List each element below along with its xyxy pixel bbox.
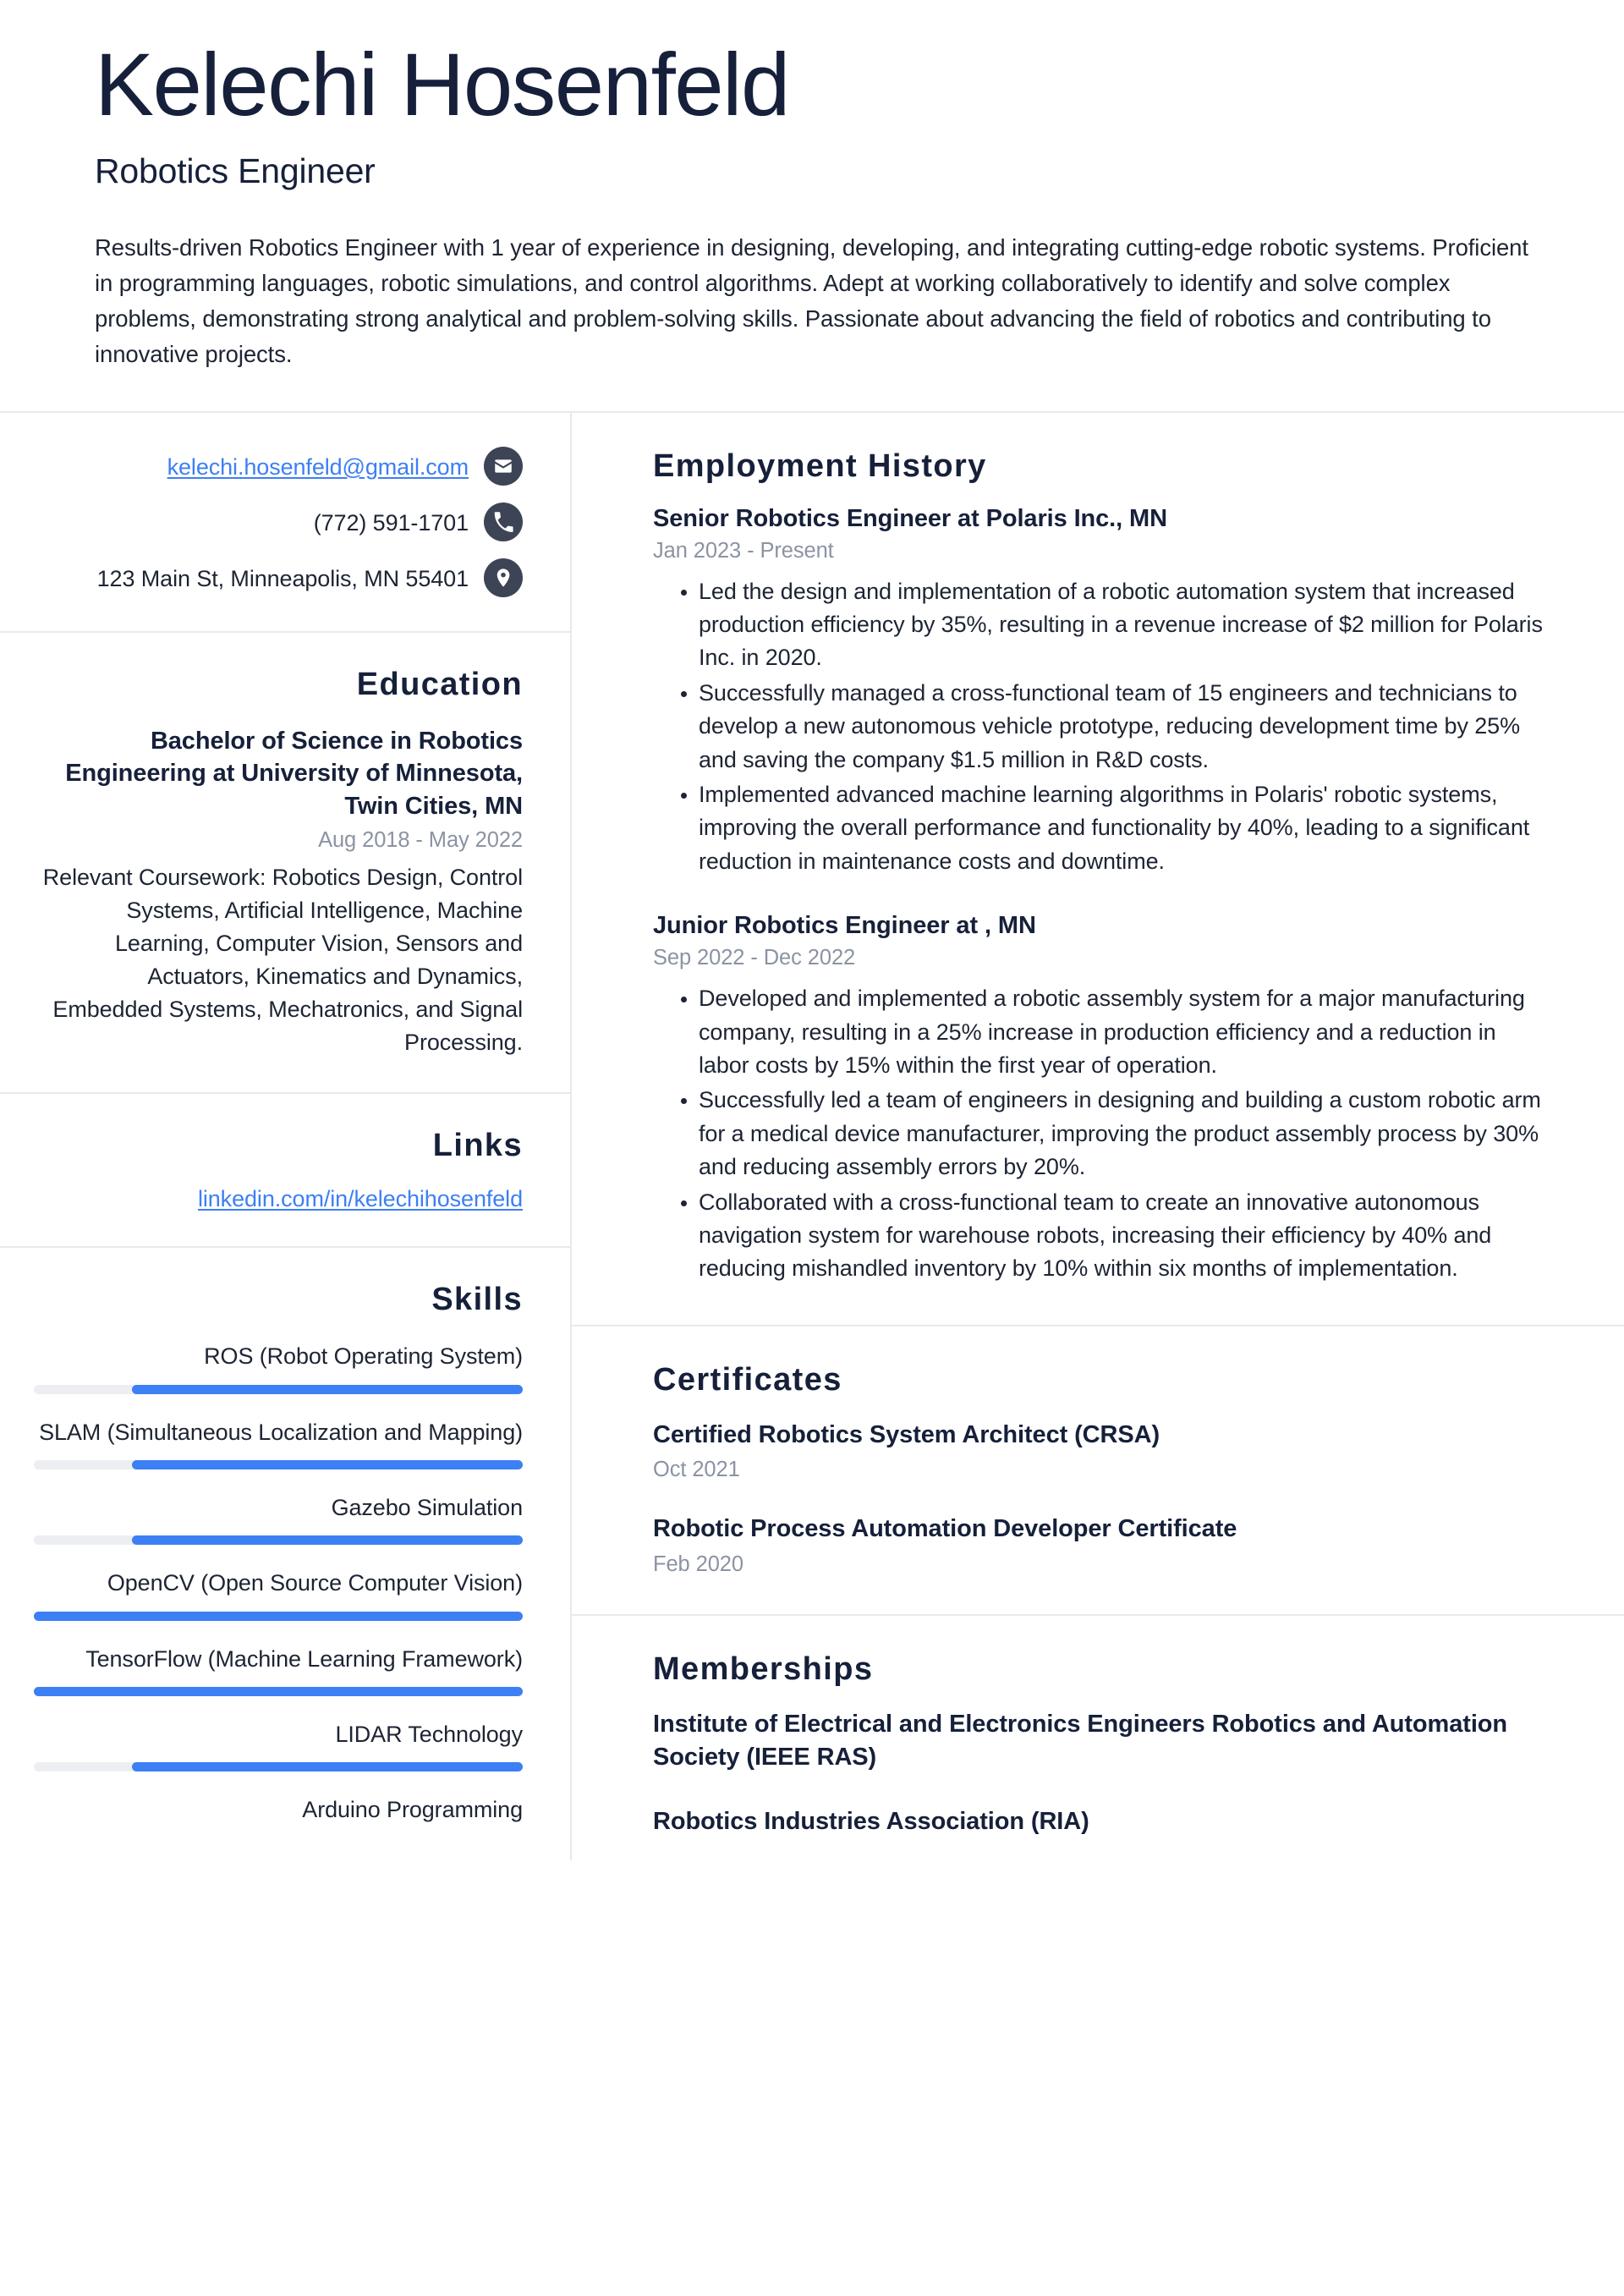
skill-label: TensorFlow (Machine Learning Framework) [85,1645,523,1672]
main-column [572,413,1624,1876]
job-entry [653,505,1548,879]
job-bullet: • Successfully managed a cross-functional team of 15 engineers and technicians to develop a new autonomous vehicle prototype, reducing development time by 25% and saving the company $1.5 million in R&D costs. [699,677,1548,777]
job-date: Jan 2023 - Present [653,538,834,563]
skill-level-track [34,1460,523,1469]
skill-item [34,1491,523,1545]
job-bullet: • Developed and implemented a robotic assembly system for a major manufacturing company, resulting in a 25% increase in production efficiency and a reduction in labor costs by 15% within the first year of operation. [699,982,1548,1082]
job-title: Robotics Engineer [95,151,376,191]
skill-level-fill [34,1687,523,1696]
contact-row-phone[interactable] [34,503,523,541]
employment-heading: Employment History [653,448,987,484]
job-entry [653,912,1548,1286]
skill-item [34,1718,523,1771]
skill-level-track [34,1535,523,1545]
links-heading: Links [432,1128,523,1164]
skill-item [34,1793,523,1826]
memberships-heading: Memberships [653,1651,874,1687]
skill-label: SLAM (Simultaneous Localization and Mapping) [39,1419,523,1445]
contact-row-address[interactable] [34,558,523,597]
links-section [0,1094,570,1248]
skill-level-fill [132,1535,523,1545]
membership-title: Robotics Industries Association (RIA) [653,1807,1089,1835]
skill-level-track [34,1687,523,1696]
job-role: Junior Robotics Engineer at , MN [653,912,1036,940]
job-date: Sep 2022 - Dec 2022 [653,946,856,970]
job-bullet: • Implemented advanced machine learning algorithms in Polaris' robotic systems, improving the overall performance and functionality by 40%, leading to a significant reduction in maintenance costs and downtime. [699,778,1548,878]
certificate-date: Oct 2021 [653,1458,740,1482]
job-bullet: • Collaborated with a cross-functional team to create an innovative autonomous navigation system for warehouse robots, increasing their efficiency by 40% and reducing mishandled inventory by 10% within six months of implementation. [699,1186,1548,1286]
education-date: Aug 2018 - May 2022 [318,828,523,853]
skill-level-fill [132,1385,523,1394]
contact-section [0,413,570,633]
skill-label: ROS (Robot Operating System) [204,1343,523,1370]
email-link[interactable]: kelechi.hosenfeld@gmail.com [167,453,469,480]
job-bullet: • Led the design and implementation of a robotic automation system that increased production efficiency by 35%, resulting in a revenue increase of $2 million for Polaris Inc. in 2020. [699,575,1548,675]
skill-label: LIDAR Technology [335,1722,523,1748]
skill-item [34,1416,523,1469]
skill-item [34,1340,523,1393]
job-bullet: • Successfully led a team of engineers in designing and building a custom robotic arm for a medical device manufacturer, improving the product assembly process by 30% and reducing assembly errors by 20%. [699,1084,1548,1184]
phone-number: (772) 591-1701 [313,509,469,536]
education-degree: Bachelor of Science in Robotics Engineering at University of Minnesota, Twin Cities, MN [65,727,523,821]
membership-title: Institute of Electrical and Electronics Engineers Robotics and Automation Society (IEEE RAS) [653,1710,1508,1771]
professional-summary: Results-driven Robotics Engineer with 1 year of experience in designing, developing, and integrating cutting-edge robotic systems. Proficient in programming languages, robotic simulations, and control algorithms. Adept at working collaboratively to identify and solve complex problems, demonstrating strong analytical and problem-solving skills. Passionate about advancing the field of robotics and contributing to innovative projects. [95,234,1528,367]
skill-level-track [34,1762,523,1771]
job-bullets [653,575,1548,879]
employment-section [572,413,1624,1327]
sidebar-column [0,413,572,1860]
certificates-heading: Certificates [653,1361,842,1398]
skill-label: Arduino Programming [302,1797,523,1823]
certificate-title: Robotic Process Automation Developer Certificate [653,1515,1237,1543]
certificate-title: Certified Robotics System Architect (CRSA) [653,1420,1160,1448]
skill-item [34,1643,523,1696]
job-role: Senior Robotics Engineer at Polaris Inc., MN [653,504,1167,532]
resume-header [0,0,1624,372]
contact-row-email[interactable] [34,447,523,486]
skill-level-track [34,1612,523,1621]
skills-section [0,1248,570,1859]
page-title: Kelechi Hosenfeld [95,36,789,135]
education-description: Relevant Coursework: Robotics Design, Control Systems, Artificial Intelligence, Machine Learning, Computer Vision, Sensors and Actuators, Kinematics and Dynamics, Embedded Systems, Mechatronics, and Signal Processing. [42,865,523,1055]
envelope-icon [484,447,523,486]
certificate-date: Feb 2020 [653,1552,743,1576]
certificates-section [572,1327,1624,1616]
memberships-section [572,1616,1624,1876]
skill-label: Gazebo Simulation [331,1495,523,1521]
membership-entry [653,1805,1548,1838]
certificate-entry [653,1513,1548,1576]
skill-item [34,1567,523,1620]
job-bullets [653,982,1548,1286]
phone-icon [484,503,523,541]
skill-level-track [34,1385,523,1394]
certificate-entry [653,1419,1548,1482]
skills-heading: Skills [431,1282,523,1318]
location-pin-icon [484,558,523,597]
resume-body [0,413,1624,1876]
skill-level-fill [132,1460,523,1469]
link-item-linkedin[interactable]: linkedin.com/in/kelechihosenfeld [197,1186,523,1212]
skill-level-fill [132,1762,523,1771]
membership-entry [653,1708,1548,1775]
skill-level-fill [34,1612,523,1621]
address-text: 123 Main St, Minneapolis, MN 55401 [96,565,469,591]
education-section [0,633,570,1095]
skill-label: OpenCV (Open Source Computer Vision) [107,1570,523,1596]
education-heading: Education [356,666,523,702]
